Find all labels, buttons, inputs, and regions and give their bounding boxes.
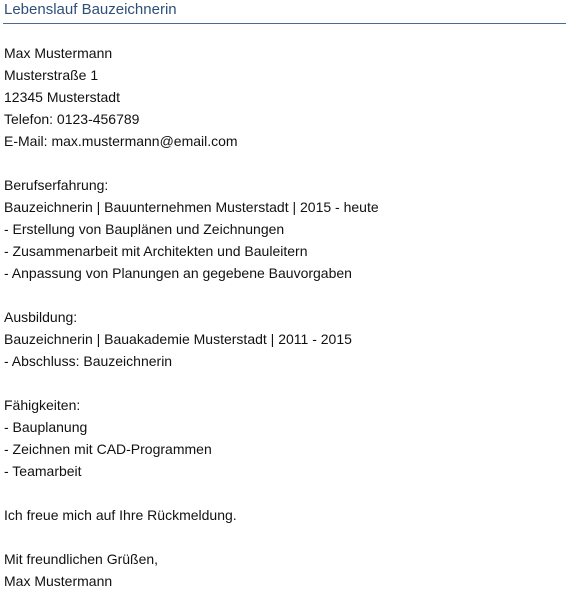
education-heading: Ausbildung: xyxy=(4,309,78,325)
signoff-line: Mit freundlichen Grüßen, xyxy=(4,551,159,567)
skill-item: - Zeichnen mit CAD-Programmen xyxy=(4,441,212,457)
experience-item: - Anpassung von Planungen an gegebene Bauvorgaben xyxy=(4,265,352,281)
title-divider xyxy=(3,23,566,24)
skill-item: - Teamarbeit xyxy=(4,463,82,479)
closing-line: Ich freue mich auf Ihre Rückmeldung. xyxy=(4,507,237,523)
experience-item: - Erstellung von Bauplänen und Zeichnungen xyxy=(4,221,285,237)
skill-item: - Bauplanung xyxy=(4,419,88,435)
experience-item: - Zusammenarbeit mit Architekten und Bauleitern xyxy=(4,243,308,259)
signature-name: Max Mustermann xyxy=(4,573,113,589)
email-line: E-Mail: max.mustermann@email.com xyxy=(4,133,238,149)
experience-role: Bauzeichnerin | Bauunternehmen Musterstadt | 2015 - heute xyxy=(4,199,379,215)
phone-line: Telefon: 0123-456789 xyxy=(4,111,140,127)
education-entry: Bauzeichnerin | Bauakademie Musterstadt | 2011 - 2015 xyxy=(4,331,352,347)
document-title: Lebenslauf Bauzeichnerin xyxy=(4,1,177,18)
name-line: Max Mustermann xyxy=(4,45,113,61)
skills-heading: Fähigkeiten: xyxy=(4,397,81,413)
education-item: - Abschluss: Bauzeichnerin xyxy=(4,353,173,369)
street-line: Musterstraße 1 xyxy=(4,67,99,83)
experience-heading: Berufserfahrung: xyxy=(4,177,109,193)
city-line: 12345 Musterstadt xyxy=(4,89,120,105)
